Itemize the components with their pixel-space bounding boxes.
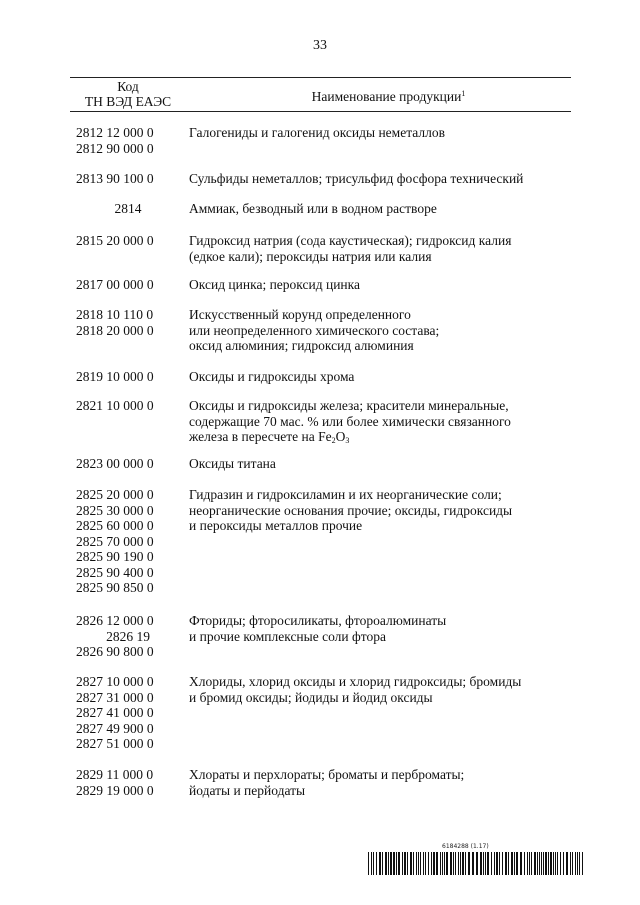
product-name-text: или неопределенного химического состава; bbox=[189, 322, 440, 338]
product-name-text: йодаты и перйодаты bbox=[189, 782, 306, 798]
tnved-code: 2825 90 190 0 bbox=[76, 549, 154, 564]
product-name-line bbox=[189, 398, 571, 414]
product-name-line bbox=[189, 613, 571, 629]
header-name-label: Наименование продукции bbox=[311, 89, 462, 104]
tnved-code: 2821 10 000 0 bbox=[76, 398, 154, 413]
product-name-line bbox=[189, 307, 571, 323]
tnved-code: 2825 90 400 0 bbox=[76, 564, 154, 580]
product-name-line bbox=[189, 125, 571, 141]
product-name-text: неорганические основания прочие; оксиды, гидроксиды bbox=[189, 502, 513, 518]
tnved-code: 2817 00 000 0 bbox=[76, 277, 154, 292]
row-codes bbox=[76, 171, 180, 187]
product-name bbox=[189, 767, 571, 798]
row-codes bbox=[76, 307, 180, 338]
product-name-text: Хлориды, хлорид оксиды и хлорид гидроксиды; бромиды bbox=[189, 674, 522, 689]
product-name bbox=[189, 307, 571, 354]
product-name-text: Сульфиды неметаллов; трисульфид фосфора технический bbox=[189, 171, 524, 186]
product-name-text: Искусственный корунд определенного bbox=[189, 307, 411, 322]
product-name-text: железа в пересчете на bbox=[189, 429, 319, 444]
header-code-line1: Код bbox=[117, 79, 139, 94]
product-name-line bbox=[189, 674, 571, 690]
product-name-line bbox=[189, 201, 571, 217]
row-codes bbox=[76, 369, 180, 385]
product-name-text: Аммиак, безводный или в водном растворе bbox=[189, 201, 437, 216]
tnved-code: 2818 10 110 0 bbox=[76, 307, 154, 322]
product-name-line bbox=[189, 323, 571, 339]
tnved-code: 2827 51 000 0 bbox=[76, 736, 154, 751]
row-codes bbox=[76, 201, 180, 217]
product-name bbox=[189, 674, 571, 705]
product-name-line bbox=[189, 171, 571, 187]
tnved-code: 2825 30 000 0 bbox=[76, 502, 154, 518]
product-name-text: Гидроксид натрия (сода каустическая); гидроксид калия bbox=[189, 233, 512, 248]
product-name-text: оксид алюминия; гидроксид алюминия bbox=[189, 338, 414, 353]
formula-part: O bbox=[335, 429, 346, 444]
tnved-code: 2825 20 000 0 bbox=[76, 487, 154, 502]
product-name-line bbox=[189, 503, 571, 519]
header-code-column bbox=[70, 79, 186, 109]
tnved-code: 2829 11 000 0 bbox=[76, 767, 154, 782]
tnved-code: 2827 41 000 0 bbox=[76, 705, 154, 720]
product-name-text: Хлораты и перхлораты; броматы и перброматы; bbox=[189, 767, 465, 782]
product-name bbox=[189, 369, 571, 385]
product-name-line bbox=[189, 249, 571, 265]
tnved-code: 2813 90 100 0 bbox=[76, 171, 154, 186]
tnved-code: 2815 20 000 0 bbox=[76, 233, 154, 248]
product-name-line bbox=[189, 629, 571, 645]
tnved-code: 2812 12 000 0 bbox=[76, 125, 154, 140]
row-codes bbox=[76, 487, 180, 596]
product-name-line bbox=[189, 690, 571, 706]
table-header bbox=[70, 77, 571, 112]
product-name-line bbox=[189, 456, 571, 472]
row-codes bbox=[76, 277, 180, 293]
tnved-code: 2826 90 800 0 bbox=[76, 644, 154, 659]
product-name bbox=[189, 125, 571, 141]
tnved-code: 2827 10 000 0 bbox=[76, 674, 154, 689]
row-codes bbox=[76, 456, 180, 472]
row-codes bbox=[76, 767, 180, 798]
tnved-code: 2825 70 000 0 bbox=[76, 533, 154, 549]
formula-part: 3 bbox=[345, 436, 350, 445]
product-name-line bbox=[189, 369, 571, 385]
row-codes bbox=[76, 613, 180, 660]
product-name-line bbox=[189, 338, 571, 354]
product-name-line bbox=[189, 414, 571, 430]
product-name bbox=[189, 398, 571, 449]
tnved-code: 2827 31 000 0 bbox=[76, 689, 154, 705]
tnved-code: 2819 10 000 0 bbox=[76, 369, 154, 384]
product-name-text: Фториды; фторосиликаты, фтороалюминаты bbox=[189, 613, 447, 628]
product-name-line bbox=[189, 429, 571, 449]
product-name bbox=[189, 201, 571, 217]
product-name-text: и пероксиды металлов прочие bbox=[189, 518, 363, 533]
tnved-code: 2829 19 000 0 bbox=[76, 782, 154, 798]
tnved-code: 2825 60 000 0 bbox=[76, 518, 154, 533]
header-code-line2: ТН ВЭД ЕАЭС bbox=[84, 94, 172, 109]
row-codes bbox=[76, 125, 180, 156]
product-name-line bbox=[189, 767, 571, 783]
chemical-formula bbox=[318, 429, 349, 444]
product-name bbox=[189, 233, 571, 264]
product-name-text: Гидразин и гидроксиламин и их неорганические соли; bbox=[189, 487, 502, 502]
product-name-text: (едкое кали); пероксиды натрия или калия bbox=[189, 248, 432, 264]
product-name bbox=[189, 171, 571, 187]
formula-part: 2 bbox=[331, 436, 336, 445]
header-name-column bbox=[206, 86, 571, 104]
product-name-line bbox=[189, 233, 571, 249]
product-name-line bbox=[189, 518, 571, 534]
product-name-text: Оксиды титана bbox=[189, 456, 276, 471]
product-name-text: Оксиды и гидроксиды хрома bbox=[189, 369, 355, 384]
header-footnote-mark: 1 bbox=[461, 89, 466, 98]
product-name-line bbox=[189, 783, 571, 799]
tnved-code: 2823 00 000 0 bbox=[76, 456, 154, 471]
tnved-code: 2826 12 000 0 bbox=[76, 613, 154, 628]
formula-part: Fe bbox=[318, 429, 332, 444]
product-name bbox=[189, 277, 571, 293]
row-codes bbox=[76, 674, 180, 752]
product-name bbox=[189, 613, 571, 644]
row-codes bbox=[76, 233, 180, 249]
tnved-code: 2825 90 850 0 bbox=[76, 580, 154, 595]
row-codes bbox=[76, 398, 180, 414]
product-name-line bbox=[189, 487, 571, 503]
tnved-code: 2827 49 900 0 bbox=[76, 720, 154, 736]
product-name bbox=[189, 487, 571, 534]
tnved-code: 2812 90 000 0 bbox=[76, 140, 154, 156]
barcode-label: 6184288 (1.17) bbox=[442, 843, 489, 850]
tnved-code: 2814 bbox=[114, 201, 142, 216]
tnved-code: 2826 19 bbox=[106, 628, 150, 644]
product-name-text: и прочие комплексные соли фтора bbox=[189, 628, 386, 644]
tnved-code: 2818 20 000 0 bbox=[76, 322, 154, 338]
page-number: 33 bbox=[313, 38, 327, 53]
product-name-text: Оксиды и гидроксиды железа; красители минеральные, bbox=[189, 398, 509, 413]
product-name-text: и бромид оксиды; йодиды и йодид оксиды bbox=[189, 689, 433, 705]
product-name-text: Галогениды и галогенид оксиды неметаллов bbox=[189, 125, 445, 140]
product-name bbox=[189, 456, 571, 472]
product-name-text: содержащие 70 мас. % или более химически связанного bbox=[189, 413, 511, 429]
product-name-line bbox=[189, 277, 571, 293]
barcode-icon bbox=[368, 852, 586, 875]
product-name-text: Оксид цинка; пероксид цинка bbox=[189, 277, 360, 292]
